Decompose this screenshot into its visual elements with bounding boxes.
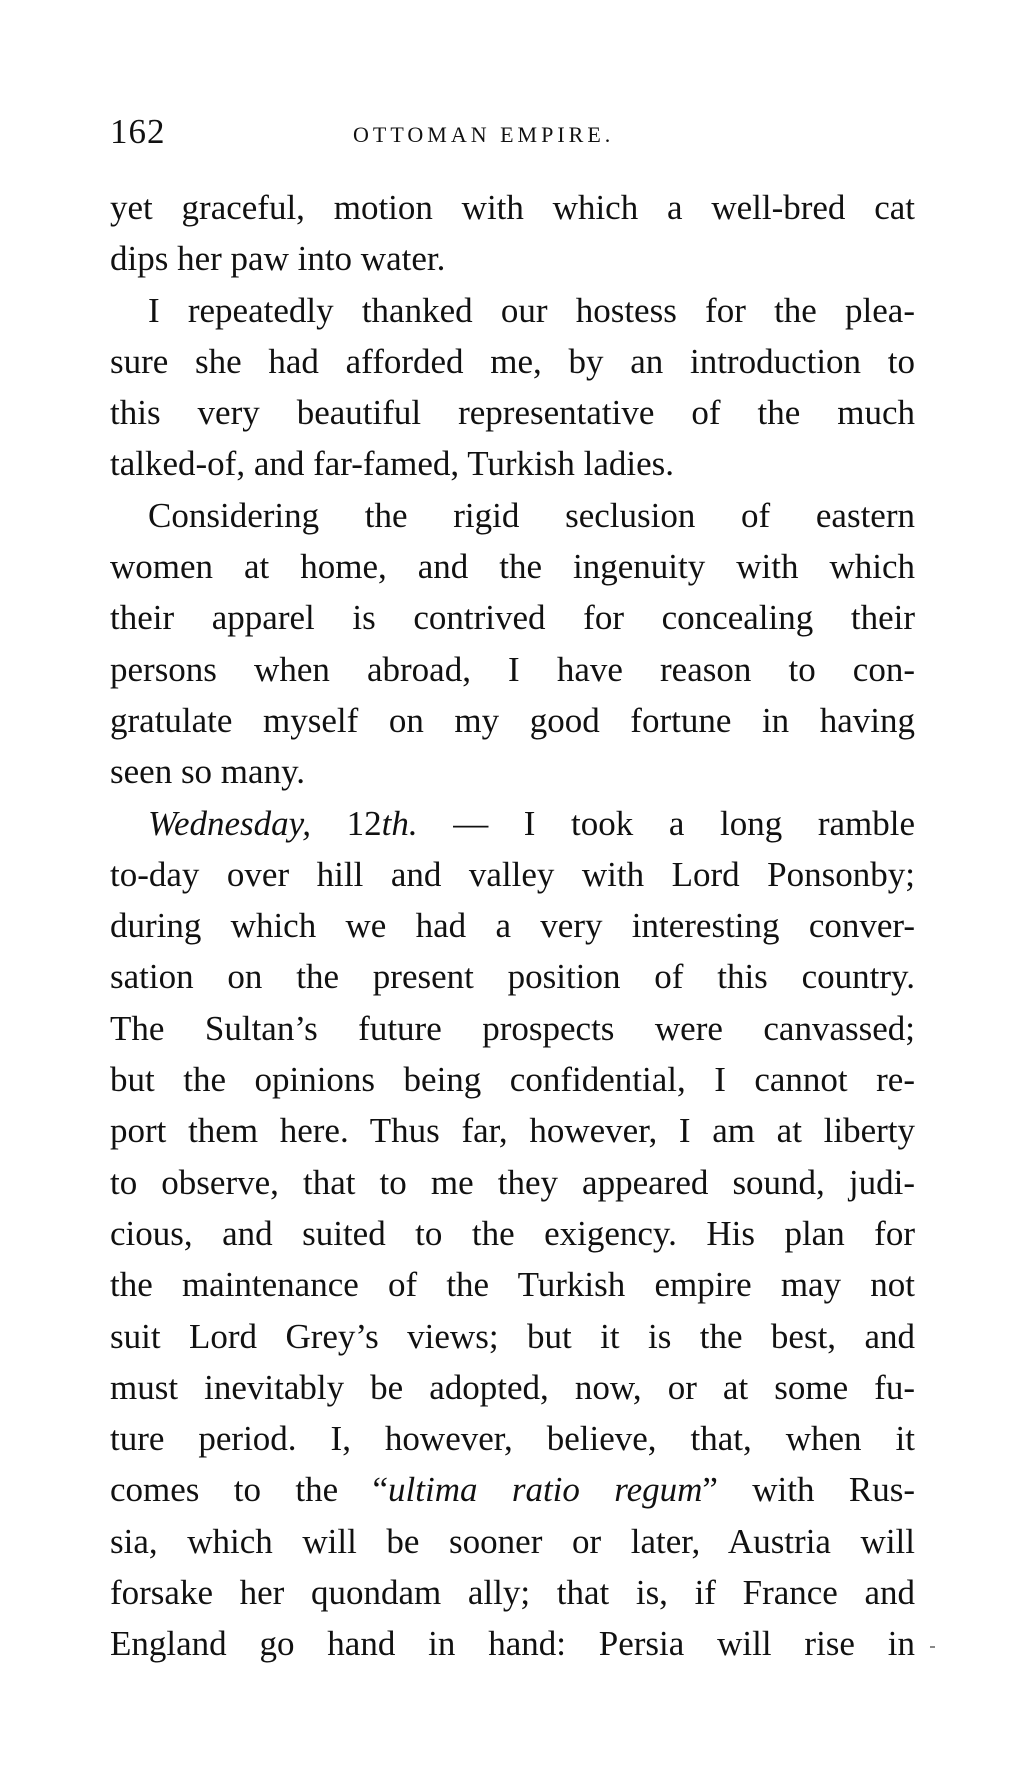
entry-date-weekday: Wednesday, [148, 803, 311, 843]
text-line: persons when abroad, I have reason to con- [110, 649, 915, 689]
text-line: but the opinions being confidential, I cannot re- [110, 1060, 915, 1100]
latin-quote: ultima ratio regum [388, 1470, 703, 1510]
text-line: sia, which will be sooner or later, Austria will [110, 1521, 915, 1561]
text-line: England go hand in hand: Persia will rise in [110, 1624, 915, 1664]
quote-line: comes to the “ultima ratio regum” with Rus- [110, 1470, 915, 1510]
running-head: OTTOMAN EMPIRE. [353, 122, 615, 147]
page-header [110, 112, 910, 162]
paragraph-1 [110, 182, 915, 285]
page-number: 162 [110, 112, 166, 151]
text-line: dips her paw into water. [110, 239, 446, 279]
text-line: seen so many. [110, 752, 306, 792]
text-line: ture period. I, however, believe, that, when it [110, 1419, 915, 1459]
entry-date-day: 12th. [346, 803, 418, 843]
text-line: to-day over hill and valley with Lord Ponsonby; [110, 854, 915, 894]
text-line: gratulate myself on my good fortune in having [110, 700, 915, 740]
text-line: yet graceful, motion with which a well-bred cat [110, 188, 915, 227]
paragraph-2 [110, 285, 915, 490]
text-line: must inevitably be adopted, now, or at some fu- [110, 1367, 915, 1407]
text-line: talked-of, and far-famed, Turkish ladies. [110, 444, 675, 484]
text-line: women at home, and the ingenuity with which [110, 547, 915, 587]
text-line: I repeatedly thanked our hostess for the plea- [148, 290, 915, 330]
text-line: suit Lord Grey’s views; but it is the best, and [110, 1316, 915, 1356]
text-line: to observe, that to me they appeared sound, judi- [110, 1162, 915, 1202]
text-line: the maintenance of the Turkish empire may not [110, 1265, 915, 1305]
text-line: during which we had a very interesting conver- [110, 906, 915, 946]
text-line: their apparel is contrived for concealing their [110, 598, 915, 638]
print-speck [930, 1646, 935, 1648]
paragraph-4 [110, 798, 915, 1670]
text-line: sation on the present position of this country. [110, 957, 915, 997]
body-text [110, 182, 915, 1670]
text-line: Considering the rigid seclusion of eastern [148, 495, 915, 535]
text-line: this very beautiful representative of the much [110, 393, 915, 433]
text-line: The Sultan’s future prospects were canvassed; [110, 1008, 915, 1048]
text-line: cious, and suited to the exigency. His plan for [110, 1213, 915, 1253]
text-line: port them here. Thus far, however, I am at liberty [110, 1111, 915, 1151]
paragraph-3 [110, 490, 915, 798]
text-line: forsake her quondam ally; that is, if France and [110, 1573, 915, 1613]
dated-entry-line [110, 798, 915, 849]
text-line: sure she had afforded me, by an introduction to [110, 341, 915, 381]
entry-first-line-text: — I took a long ramble [453, 803, 916, 843]
